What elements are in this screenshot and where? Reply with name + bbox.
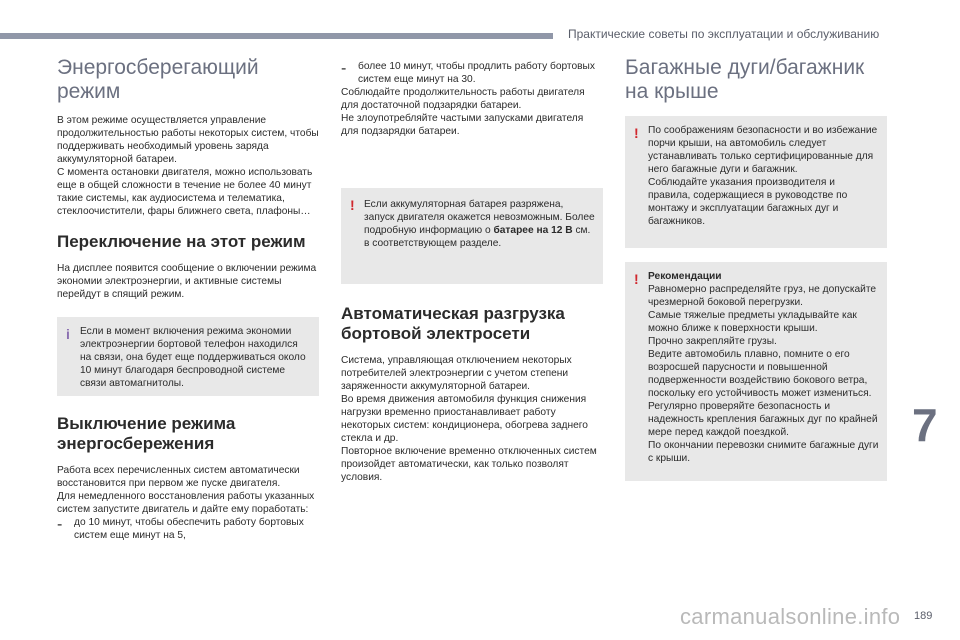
- roof-rack-title: Багажные дуги/багажник на крыше: [625, 56, 865, 103]
- battery-advice-1: Соблюдайте продолжительность работы двигателя для достаточной подзарядки батареи.: [341, 87, 585, 111]
- section-header: Практические советы по эксплуатации и обслуживанию: [568, 27, 880, 41]
- recommendation-4: Ведите автомобиль плавно, помните о его возросшей парусности и повышенной подверженности воздействию бокового ветра, поскольку его устойчивость может измениться.: [648, 349, 872, 399]
- chapter-number: 7: [912, 399, 938, 451]
- recommendation-5: Регулярно проверяйте безопасность и надежность крепления багажных дуг по крайней мере перед каждой поездкой.: [648, 401, 878, 438]
- auto-paragraph-3: Повторное включение временно отключенных систем произойдет автоматически, как только позволят условия.: [341, 446, 597, 483]
- exit-paragraph-1: Работа всех перечисленных систем автоматически восстановится при первом же пуске двигателя.: [57, 465, 300, 489]
- recommendation-1: Равномерно распределяйте груз, не допускайте чрезмерной боковой перегрузки.: [648, 284, 877, 308]
- page-number: 189: [914, 610, 933, 622]
- intro-paragraph-2: С момента остановки двигателя, можно использовать еще в общей сложности в течение не более 40 минут такие системы, как аудиосистема и телематика, стеклоочистители, фары ближнего света, плафоны…: [57, 167, 313, 217]
- info-box-text: Если в момент включения режима экономии электроэнергии бортовой телефон находился на связи, она будет еще поддерживаться около 10 минут благодаря беспроводной системе связи автомагнитолы.: [80, 326, 306, 389]
- header-bar: [0, 33, 553, 39]
- auto-paragraph-1: Система, управляющая отключением некоторых потребителей электроэнергии с учетом степени заряженности аккумуляторной батареи.: [341, 355, 572, 392]
- list-item-text: до 10 минут, чтобы обеспечить работу бортовых систем еще минут на 5,: [74, 517, 304, 541]
- watermark: carmanualsonline.info: [680, 604, 901, 629]
- column-right: [625, 56, 887, 481]
- list-item: - до 10 минут, чтобы обеспечить работу бортовых систем еще минут на 5,: [57, 516, 319, 542]
- recommendations-title: Рекомендации: [648, 271, 722, 282]
- recommendation-6: По окончании перевозки снимите багажные дуги с крыши.: [648, 440, 879, 464]
- recommendations-box: [625, 262, 887, 481]
- switch-text: На дисплее появится сообщение о включении режима экономии электроэнергии, и активные системы перейдут в спящий режим.: [57, 263, 317, 300]
- list-item: - более 10 минут, чтобы продлить работу бортовых систем еще минут на 30.: [341, 60, 603, 86]
- info-icon: i: [66, 326, 70, 342]
- switch-heading: Переключение на этот режим: [57, 232, 306, 251]
- energy-saving-title: Энергосберегающий режим: [57, 56, 259, 103]
- intro-paragraph-1: В этом режиме осуществляется управление продолжительностью работы некоторых систем, чтобы поддерживать необходимый уровень заряда аккумуляторной батареи.: [57, 115, 319, 165]
- warning-text-post: см. в соответствующем разделе.: [364, 225, 591, 249]
- warning-text-bold: батарее на 12 В: [493, 225, 573, 236]
- auto-paragraph-2: Во время движения автомобиля функция снижения нагрузки временно приостанавливает работу некоторых систем: кондиционера, обогрева заднего стекла и др.: [341, 394, 588, 444]
- column-left: [57, 56, 319, 542]
- battery-advice-2: Не злоупотребляйте частыми запусками двигателя для подзарядки батареи.: [341, 113, 584, 137]
- roof-warning-1: По соображениям безопасности и во избежание порчи крыши, на автомобиль следует устанавливать только сертифицированные для него багажные дуги и багажник.: [648, 125, 878, 175]
- column-middle: [341, 60, 603, 484]
- info-box: [57, 317, 319, 396]
- warning-box: [625, 116, 887, 248]
- warning-icon: !: [634, 271, 639, 287]
- warning-text-pre: Если аккумуляторная батарея разряжена, запуск двигателя окажется невозможным. Более подробную информацию о: [364, 199, 595, 236]
- auto-heading: Автоматическая разгрузка бортовой электросети: [341, 304, 565, 343]
- recommendation-2: Самые тяжелые предметы укладывайте как можно ближе к поверхности крыши.: [648, 310, 857, 334]
- warning-box: [341, 188, 603, 284]
- exit-paragraph-2: Для немедленного восстановления работы указанных систем запустите двигатель и дайте ему поработать:: [57, 491, 315, 515]
- warning-icon: !: [350, 197, 355, 213]
- roof-warning-2: Соблюдайте указания производителя и правила, содержащиеся в руководстве по монтажу и эксплуатации багажных дуг и багажников.: [648, 177, 848, 227]
- list-item-text: более 10 минут, чтобы продлить работу бортовых систем еще минут на 30.: [358, 61, 595, 85]
- recommendation-3: Прочно закрепляйте грузы.: [648, 336, 777, 347]
- exit-heading: Выключение режима энергосбережения: [57, 414, 236, 453]
- warning-icon: !: [634, 125, 639, 141]
